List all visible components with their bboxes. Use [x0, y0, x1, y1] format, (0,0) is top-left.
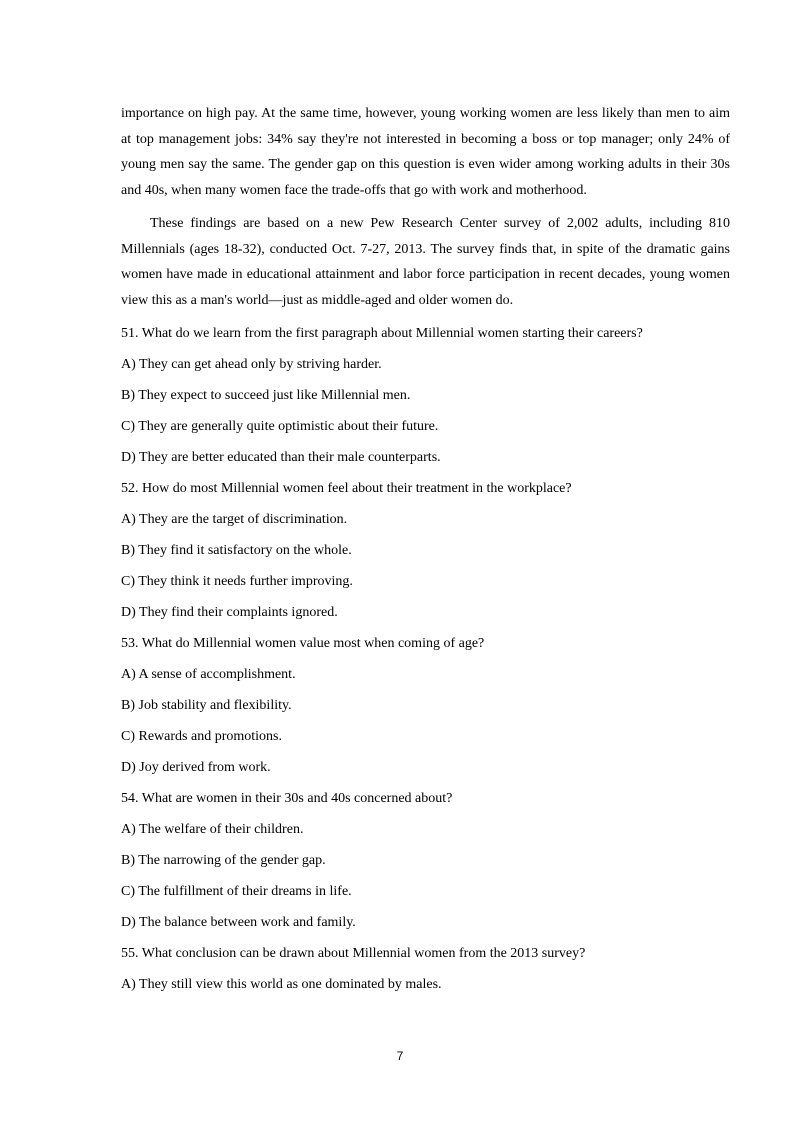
answer-option-c: C) The fulfillment of their dreams in life. — [121, 884, 352, 899]
answer-option-a: A) They are the target of discrimination. — [121, 512, 348, 527]
question-52 — [121, 478, 730, 623]
question-54 — [121, 788, 730, 933]
answer-option-b: B) They find it satisfactory on the whole. — [121, 543, 352, 558]
answer-option-b: B) They expect to succeed just like Millennial men. — [121, 388, 411, 403]
answer-option-a: A) A sense of accomplishment. — [121, 667, 296, 682]
question-stem: 51. What do we learn from the first paragraph about Millennial women starting their careers? — [121, 326, 643, 341]
answer-option-d: D) Joy derived from work. — [121, 760, 271, 775]
answer-option-c: C) They think it needs further improving. — [121, 574, 353, 589]
page-number: 7 — [396, 1049, 404, 1063]
question-stem: 55. What conclusion can be drawn about Millennial women from the 2013 survey? — [121, 946, 586, 961]
answer-option-c: C) They are generally quite optimistic about their future. — [121, 419, 439, 434]
question-stem: 52. How do most Millennial women feel about their treatment in the workplace? — [121, 481, 572, 496]
answer-option-a: A) The welfare of their children. — [121, 822, 304, 837]
answer-option-d: D) They find their complaints ignored. — [121, 605, 338, 620]
answer-option-b: B) Job stability and flexibility. — [121, 698, 292, 713]
answer-option-a: A) They still view this world as one dominated by males. — [121, 977, 442, 992]
question-stem: 53. What do Millennial women value most when coming of age? — [121, 636, 485, 651]
answer-option-b: B) The narrowing of the gender gap. — [121, 853, 326, 868]
answer-option-a: A) They can get ahead only by striving harder. — [121, 357, 382, 372]
answer-option-d: D) The balance between work and family. — [121, 915, 356, 930]
question-51 — [121, 323, 730, 468]
passage-paragraph-2: These findings are based on a new Pew Research Center survey of 2,002 adults, including 810 Millennials (ages 18-32), conducted Oct. 7-27, 2013. The survey finds that, in spite of the dramatic gains women have made in educational attainment and labor force participation in recent decades, young women view this as a man's world—just as middle-aged and older women do. — [121, 216, 730, 308]
page-content — [121, 101, 730, 995]
passage-paragraph-1: importance on high pay. At the same time, however, young working women are less likely than men to aim at top management jobs: 34% say they're not interested in becoming a boss or top manager; only 24% of young men say the same. The gender gap on this question is even wider among working adults in their 30s and 40s, when many women face the trade-offs that go with work and motherhood. — [121, 106, 730, 198]
question-55 — [121, 943, 730, 995]
answer-option-d: D) They are better educated than their male counterparts. — [121, 450, 441, 465]
question-53 — [121, 633, 730, 778]
answer-option-c: C) Rewards and promotions. — [121, 729, 282, 744]
question-stem: 54. What are women in their 30s and 40s concerned about? — [121, 791, 453, 806]
